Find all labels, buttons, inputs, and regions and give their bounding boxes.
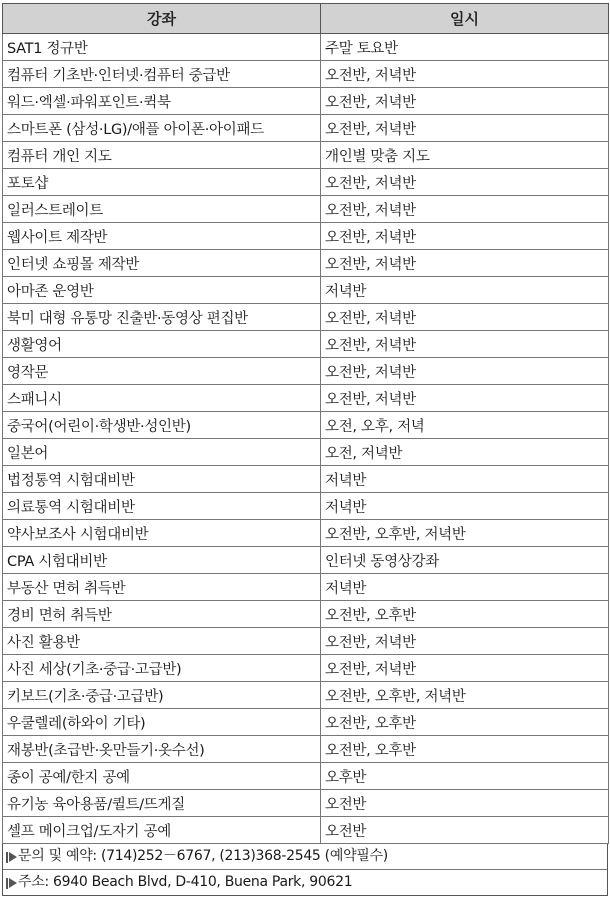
course-cell: CPA 시험대비반 [3, 547, 321, 574]
table-row [3, 763, 609, 790]
course-cell: 사진 세상(기초·중급·고급반) [3, 655, 321, 682]
table-row [3, 196, 609, 223]
table-row [3, 250, 609, 277]
bullet-triangle-icon [6, 878, 18, 889]
course-cell: 법정통역 시험대비반 [3, 466, 321, 493]
course-cell: 북미 대형 유통망 진출반·동영상 편집반 [3, 304, 321, 331]
table-row [3, 493, 609, 520]
course-schedule-table [2, 3, 609, 844]
schedule-cell: 오전반, 저녁반 [321, 628, 609, 655]
course-cell: 셀프 메이크업/도자기 공예 [3, 817, 321, 844]
table-row [3, 790, 609, 817]
table-row [3, 574, 609, 601]
schedule-cell: 개인별 맞춤 지도 [321, 142, 609, 169]
course-schedule-sheet [2, 3, 608, 896]
table-row [3, 142, 609, 169]
schedule-cell: 오전, 오후, 저녁 [321, 412, 609, 439]
course-cell: 영작문 [3, 358, 321, 385]
table-row [3, 547, 609, 574]
schedule-cell: 저녁반 [321, 277, 609, 304]
table-row [3, 682, 609, 709]
table-row [3, 304, 609, 331]
schedule-cell: 오후반 [321, 763, 609, 790]
table-row [3, 34, 609, 61]
course-cell: 컴퓨터 기초반·인터넷·컴퓨터 중급반 [3, 61, 321, 88]
table-row [3, 88, 609, 115]
course-cell: 아마존 운영반 [3, 277, 321, 304]
course-cell: 부동산 면허 취득반 [3, 574, 321, 601]
course-column-header: 강좌 [3, 4, 321, 34]
course-cell: 사진 활용반 [3, 628, 321, 655]
schedule-cell: 인터넷 동영상강좌 [321, 547, 609, 574]
schedule-cell: 오전반, 저녁반 [321, 61, 609, 88]
course-cell: 포토샵 [3, 169, 321, 196]
table-row [3, 385, 609, 412]
schedule-cell: 오전반, 오후반 [321, 601, 609, 628]
schedule-cell: 저녁반 [321, 574, 609, 601]
schedule-cell: 주말 토요반 [321, 34, 609, 61]
schedule-cell: 오전반, 저녁반 [321, 358, 609, 385]
schedule-cell: 오전반, 오후반 [321, 709, 609, 736]
table-row [3, 169, 609, 196]
table-body [3, 34, 609, 844]
schedule-column-header: 일시 [321, 4, 609, 34]
table-row [3, 520, 609, 547]
course-cell: 인터넷 쇼핑몰 제작반 [3, 250, 321, 277]
table-row [3, 709, 609, 736]
table-row [3, 61, 609, 88]
schedule-cell: 저녁반 [321, 493, 609, 520]
schedule-cell: 오전반 [321, 817, 609, 844]
schedule-cell: 오전반, 오후반, 저녁반 [321, 682, 609, 709]
schedule-cell: 오전반, 저녁반 [321, 304, 609, 331]
course-cell: 우쿨렐레(하와이 기타) [3, 709, 321, 736]
table-row [3, 331, 609, 358]
course-cell: 종이 공예/한지 공예 [3, 763, 321, 790]
course-cell: 워드·엑셀·파워포인트·퀵북 [3, 88, 321, 115]
table-header-row [3, 4, 609, 34]
table-row [3, 817, 609, 844]
course-cell: 경비 면허 취득반 [3, 601, 321, 628]
course-cell: 의료통역 시험대비반 [3, 493, 321, 520]
schedule-cell: 오전반, 저녁반 [321, 655, 609, 682]
contact-text: 문의 및 예약: (714)252－6767, (213)368-2545 (예약필수) [18, 848, 388, 864]
table-row [3, 223, 609, 250]
table-row [3, 466, 609, 493]
address-text: 주소: 6940 Beach Blvd, D-410, Buena Park, 90621 [18, 874, 353, 890]
course-cell: 유기농 육아용품/퀼트/뜨게질 [3, 790, 321, 817]
address-line [3, 870, 607, 896]
table-row [3, 439, 609, 466]
schedule-cell: 저녁반 [321, 466, 609, 493]
course-cell: 스마트폰 (삼성·LG)/애플 아이폰·아이패드 [3, 115, 321, 142]
table-row [3, 628, 609, 655]
table-row [3, 115, 609, 142]
table-row [3, 655, 609, 682]
table-row [3, 358, 609, 385]
table-row [3, 277, 609, 304]
schedule-cell: 오전반 [321, 790, 609, 817]
schedule-cell: 오전반, 저녁반 [321, 88, 609, 115]
schedule-cell: 오전반, 오후반, 저녁반 [321, 520, 609, 547]
table-row [3, 736, 609, 763]
contact-line [3, 844, 607, 870]
schedule-cell: 오전반, 오후반 [321, 736, 609, 763]
schedule-cell: 오전반, 저녁반 [321, 196, 609, 223]
course-cell: 재봉반(초급반·옷만들기·옷수선) [3, 736, 321, 763]
table-row [3, 601, 609, 628]
course-cell: 생활영어 [3, 331, 321, 358]
course-cell: 일러스트레이트 [3, 196, 321, 223]
schedule-cell: 오전반, 저녁반 [321, 169, 609, 196]
table-row [3, 412, 609, 439]
course-cell: 중국어(어린이·학생반·성인반) [3, 412, 321, 439]
course-cell: SAT1 정규반 [3, 34, 321, 61]
footer-info [2, 844, 608, 896]
schedule-cell: 오전반, 저녁반 [321, 385, 609, 412]
schedule-cell: 오전반, 저녁반 [321, 250, 609, 277]
course-cell: 약사보조사 시험대비반 [3, 520, 321, 547]
course-cell: 웹사이트 제작반 [3, 223, 321, 250]
schedule-cell: 오전반, 저녁반 [321, 115, 609, 142]
course-cell: 키보드(기초·중급·고급반) [3, 682, 321, 709]
schedule-cell: 오전, 저녁반 [321, 439, 609, 466]
schedule-cell: 오전반, 저녁반 [321, 223, 609, 250]
course-cell: 컴퓨터 개인 지도 [3, 142, 321, 169]
course-cell: 스패니시 [3, 385, 321, 412]
bullet-triangle-icon [6, 852, 18, 863]
course-cell: 일본어 [3, 439, 321, 466]
schedule-cell: 오전반, 저녁반 [321, 331, 609, 358]
